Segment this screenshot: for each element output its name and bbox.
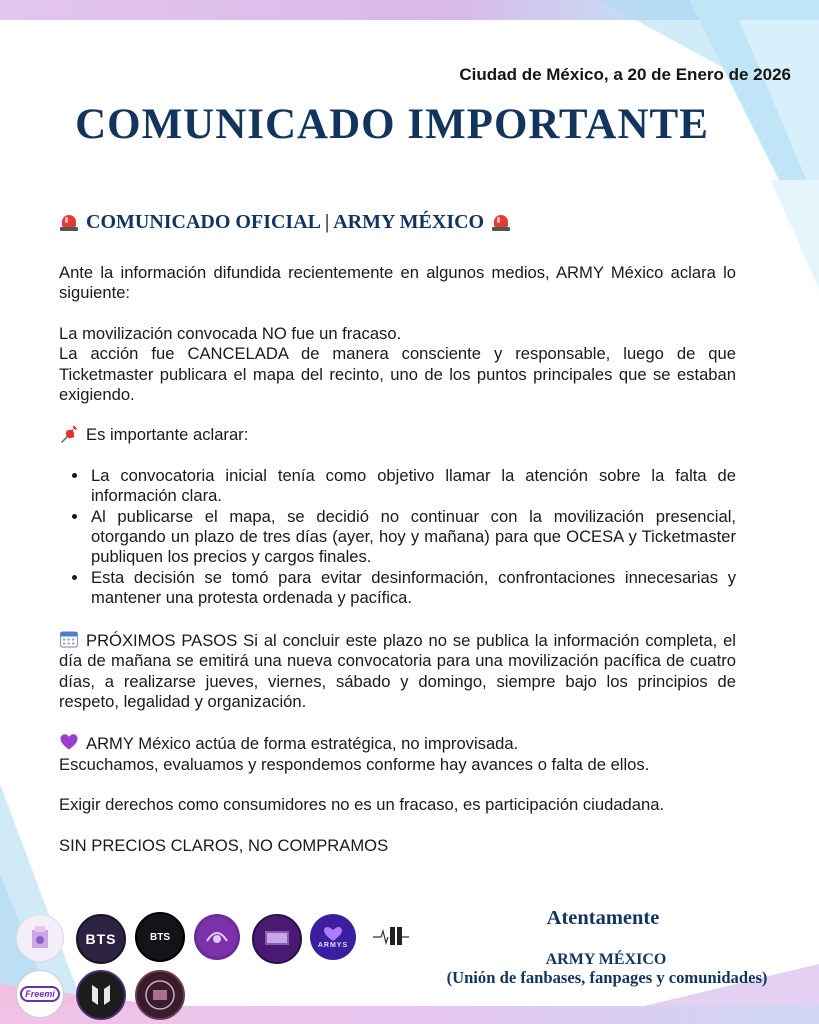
- logo-text: Freemi: [20, 986, 60, 1002]
- signature-org: ARMY MÉXICO: [545, 951, 667, 968]
- important-heading-row: [59, 425, 736, 445]
- subtitle-row: [59, 207, 736, 237]
- fanbase-logo: [16, 970, 64, 1018]
- rights-paragraph: Exigir derechos como consumidores no es un fracaso, es participación ciudadana.: [59, 795, 665, 815]
- army-statement: [59, 732, 736, 754]
- logo-text: ARMYS: [317, 941, 349, 949]
- fanbase-logo: [252, 914, 302, 964]
- next-steps-paragraph: [59, 629, 736, 713]
- logo-text: BTS: [150, 931, 170, 943]
- page-title: COMUNICADO IMPORTANTE: [75, 101, 709, 148]
- paragraph-line: La movilización convocada NO fue un fracaso.: [59, 323, 402, 343]
- fanbase-logos: [16, 910, 396, 1020]
- calendar-icon: [59, 629, 79, 649]
- paragraph: La acción fue CANCELADA de manera consciente y responsable, luego de que Ticketmaster publicara el mapa del recinto, uno de los puntos principales que se estaban exigiendo.: [59, 344, 736, 405]
- date-line: Ciudad de México, a 20 de Enero de 2026: [459, 65, 791, 84]
- paragraph: Escuchamos, evaluamos y respondemos conforme hay avances o falta de ellos.: [59, 754, 650, 774]
- signature-regards: Atentamente: [546, 907, 660, 929]
- decor-shape: [771, 180, 819, 290]
- fanbase-logo: [310, 914, 356, 960]
- fanbase-logo: [76, 914, 126, 964]
- fanbase-logo: [135, 912, 185, 962]
- logo-text: BTS: [85, 931, 117, 947]
- purple-heart-icon: [59, 732, 79, 752]
- pushpin-icon: [59, 425, 79, 445]
- next-steps-text: PRÓXIMOS PASOS Si al concluir este plazo no se publica la información completa, el día de mañana se emitirá una nueva convocatoria para una movilización pacífica de cuatro días, a realizarse jueves, viernes, sábado y domingo, siempre bajo los principios de respeto, legalidad y organización.: [59, 630, 736, 711]
- siren-icon: [491, 212, 511, 232]
- army-statement-text: ARMY México actúa de forma estratégica, no improvisada.: [86, 734, 519, 754]
- subtitle: COMUNICADO OFICIAL | ARMY MÉXICO: [86, 211, 485, 233]
- list-item: • La convocatoria inicial tenía como objetivo llamar la atención sobre la falta de información clara.: [89, 466, 736, 507]
- intro-paragraph: Ante la información difundida recientemente en algunos medios, ARMY México aclara lo siguiente:: [59, 263, 736, 303]
- closing-line: SIN PRECIOS CLAROS, NO COMPRAMOS: [59, 835, 389, 855]
- fanbase-logo: [16, 914, 64, 962]
- fanbase-logo: [135, 970, 185, 1020]
- fanbase-logo: [76, 970, 126, 1020]
- signature-detail: (Unión de fanbases, fanpages y comunidades): [446, 968, 768, 987]
- siren-icon: [59, 212, 79, 232]
- document-body: [59, 207, 736, 856]
- list-item: • Al publicarse el mapa, se decidió no continuar con la movilización presencial, otorgando un plazo de tres días (ayer, hoy y mañana) para que OCESA y Ticketmaster publiquen los precios y cargos finales.: [89, 507, 736, 568]
- important-heading: Es importante aclarar:: [86, 425, 249, 445]
- list-item: • Esta decisión se tomó para evitar desinformación, confrontaciones innecesarias y mantener una protesta ordenada y pacífica.: [89, 568, 736, 609]
- bullet-list: [59, 466, 736, 609]
- fanbase-logo: [194, 914, 240, 960]
